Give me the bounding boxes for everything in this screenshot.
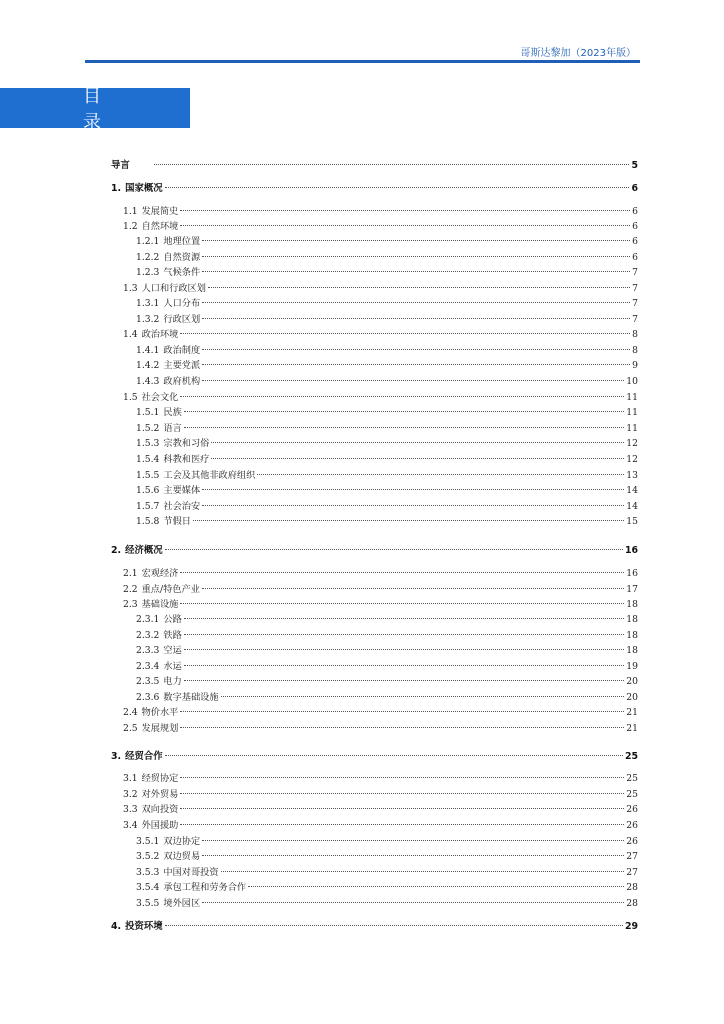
toc-dot-leader	[165, 925, 623, 926]
toc-entry-title: 气候条件	[163, 267, 201, 278]
toc-entry-number: 2.5	[123, 723, 138, 734]
toc-entry-number: 1.3	[123, 283, 138, 294]
toc-entry-page: 11	[626, 423, 638, 434]
toc-entry-title: 政治环境	[141, 329, 179, 340]
toc-entry-number: 3.5.3	[136, 867, 160, 878]
toc-dot-leader	[202, 840, 624, 841]
toc-entry-title: 宏观经济	[141, 568, 179, 579]
toc-entry-title: 双边协定	[163, 836, 201, 847]
toc-entry-page: 7	[632, 314, 638, 325]
toc-entry-title: 宗教和习俗	[163, 438, 210, 449]
toc-entry-number: 1.2.3	[136, 267, 160, 278]
toc-dot-leader	[165, 755, 623, 756]
toc-entry-number: 3.	[111, 751, 122, 762]
toc-entry-number: 1.2	[123, 221, 138, 232]
toc-entry-page: 16	[624, 545, 638, 556]
toc-entry-page: 6	[632, 221, 638, 232]
toc-entry-number: 1.5.7	[136, 501, 160, 512]
toc-entry-page: 11	[626, 392, 638, 403]
toc-entry-page: 26	[626, 804, 638, 815]
toc-entry-page: 27	[626, 867, 638, 878]
toc-dot-leader	[248, 886, 624, 887]
toc-dot-leader	[202, 588, 624, 589]
toc-entry-number: 2.3.4	[136, 661, 160, 672]
toc-entry-title: 主要媒体	[163, 485, 201, 496]
toc-entry[interactable]	[136, 895, 638, 909]
toc-entry-page: 18	[626, 614, 638, 625]
toc-entry-title: 对外贸易	[141, 789, 179, 800]
toc-entry-title: 中国对哥投资	[163, 867, 219, 878]
toc-entry[interactable]	[136, 848, 638, 862]
toc-entry[interactable]	[123, 704, 638, 718]
toc-dot-leader	[180, 210, 630, 211]
toc-entry-page: 27	[626, 851, 638, 862]
toc-entry-number: 1.5.2	[136, 423, 160, 434]
toc-dot-leader	[184, 411, 625, 412]
toc-entry-title: 人口分布	[163, 298, 201, 309]
toc-entry[interactable]	[136, 833, 638, 847]
toc-dot-leader	[221, 696, 625, 697]
toc-entry[interactable]	[136, 611, 638, 625]
toc-dot-leader	[202, 489, 624, 490]
toc-entry[interactable]	[136, 627, 638, 641]
toc-entry-number: 1.5.4	[136, 454, 160, 465]
toc-entry-title: 政治制度	[163, 345, 201, 356]
toc-entry-title: 空运	[163, 645, 182, 656]
toc-entry[interactable]	[123, 720, 638, 734]
toc-entry[interactable]	[123, 770, 638, 784]
toc-entry-number: 3.5.5	[136, 898, 160, 909]
toc-dot-leader	[180, 711, 624, 712]
toc-entry-page: 25	[626, 773, 638, 784]
toc-entry[interactable]	[136, 233, 638, 247]
toc-entry-title: 承包工程和劳务合作	[163, 882, 247, 893]
toc-entry-number: 2.3.3	[136, 645, 160, 656]
toc-dot-leader	[184, 634, 625, 635]
toc-entry[interactable]	[123, 596, 638, 610]
toc-entry-title: 发展规划	[141, 723, 179, 734]
toc-entry-number: 1.5.5	[136, 470, 160, 481]
toc-entry-number: 1.5	[123, 392, 138, 403]
toc-entry-number: 1.3.1	[136, 298, 160, 309]
toc-entry[interactable]	[136, 249, 638, 263]
toc-entry[interactable]	[136, 498, 638, 512]
toc-entry[interactable]	[123, 817, 638, 831]
toc-entry[interactable]	[136, 373, 638, 387]
toc-entry-page: 10	[626, 376, 638, 387]
toc-entry-number: 2.3.2	[136, 630, 160, 641]
toc-entry-title: 地理位置	[163, 236, 201, 247]
toc-entry-number: 2.3.6	[136, 692, 160, 703]
toc-dot-leader	[202, 318, 630, 319]
toc-entry-title: 工会及其他非政府组织	[163, 470, 256, 481]
toc-entry-number: 3.3	[123, 804, 138, 815]
toc-entry[interactable]	[136, 435, 638, 449]
toc-entry-number: 1.5.1	[136, 407, 160, 418]
toc-entry-title: 社会文化	[141, 392, 179, 403]
toc-entry-number: 1.4	[123, 329, 138, 340]
toc-entry-page: 13	[626, 470, 638, 481]
toc-entry-page: 6	[632, 236, 638, 247]
toc-entry-number: 1.4.2	[136, 360, 160, 371]
toc-entry-title: 公路	[163, 614, 182, 625]
toc-entry[interactable]	[123, 326, 638, 340]
toc-entry[interactable]	[123, 389, 638, 403]
toc-entry-number: 3.5.4	[136, 882, 160, 893]
toc-dot-leader	[180, 603, 624, 604]
toc-entry-page: 20	[626, 676, 638, 687]
toc-entry-number: 3.5.1	[136, 836, 160, 847]
toc-entry-number: 1.2.1	[136, 236, 160, 247]
toc-entry[interactable]	[123, 801, 638, 815]
toc-dot-leader	[184, 680, 625, 681]
toc-entry-page: 7	[632, 298, 638, 309]
toc-heading: 目 录	[83, 86, 123, 133]
toc-dot-leader	[202, 505, 624, 506]
toc-entry-number: 2.	[111, 545, 122, 556]
toc-entry-title: 科教和医疗	[163, 454, 210, 465]
toc-dot-leader	[202, 902, 624, 903]
toc-entry-page: 25	[626, 789, 638, 800]
toc-dot-leader	[211, 442, 624, 443]
toc-entry-title: 经济概况	[125, 545, 163, 556]
toc-dot-leader	[211, 458, 624, 459]
toc-entry-number: 2.1	[123, 568, 138, 579]
toc-dot-leader	[202, 855, 624, 856]
toc-entry-number: 2.4	[123, 707, 138, 718]
toc-entry-title: 投资环境	[125, 921, 163, 932]
toc-entry-title: 发展简史	[141, 206, 179, 217]
toc-entry[interactable]	[136, 264, 638, 278]
toc-entry-page: 11	[626, 407, 638, 418]
toc-entry-title: 电力	[163, 676, 182, 687]
toc-dot-leader	[202, 302, 630, 303]
toc-dot-leader	[202, 240, 630, 241]
toc-entry-title: 社会治安	[163, 501, 201, 512]
toc-dot-leader	[165, 549, 623, 550]
toc-dot-leader	[208, 287, 630, 288]
toc-dot-leader	[180, 572, 624, 573]
toc-entry-page: 9	[632, 360, 638, 371]
toc-entry-title: 节假日	[163, 516, 191, 527]
toc-dot-leader	[180, 396, 624, 397]
toc-entry-title: 国家概况	[125, 183, 163, 194]
toc-entry-number: 2.3.5	[136, 676, 160, 687]
toc-entry-number: 1.1	[123, 206, 138, 217]
toc-entry-page: 18	[626, 645, 638, 656]
toc-entry-title: 境外园区	[163, 898, 201, 909]
toc-dot-leader	[202, 271, 630, 272]
toc-entry[interactable]	[123, 203, 638, 217]
toc-entry-number: 3.5.2	[136, 851, 160, 862]
toc-entry-title: 水运	[163, 661, 182, 672]
toc-entry[interactable]	[136, 295, 638, 309]
toc-entry-page: 16	[626, 568, 638, 579]
toc-dot-leader	[180, 793, 624, 794]
toc-entry-number: 1.5.6	[136, 485, 160, 496]
toc-entry-page: 21	[626, 707, 638, 718]
toc-entry[interactable]	[136, 420, 638, 434]
toc-entry-page: 14	[626, 485, 638, 496]
toc-entry-page: 5	[631, 160, 638, 171]
toc-entry[interactable]	[123, 565, 638, 579]
toc-entry-title: 经贸合作	[125, 751, 163, 762]
toc-dot-leader	[180, 333, 630, 334]
toc-entry-title: 自然环境	[141, 221, 179, 232]
toc-entry[interactable]	[136, 404, 638, 418]
toc-entry[interactable]	[136, 642, 638, 656]
toc-entry-title: 重点/特色产业	[141, 584, 200, 595]
toc-entry[interactable]	[136, 467, 638, 481]
running-header-title: 哥斯达黎加（2023年版）	[520, 48, 636, 59]
toc-dot-leader	[202, 380, 624, 381]
toc-entry[interactable]	[123, 280, 638, 294]
toc-entry-title: 政府机构	[163, 376, 201, 387]
toc-entry[interactable]	[111, 157, 638, 171]
toc-entry-number: 1.5.3	[136, 438, 160, 449]
toc-entry-title: 数字基础设施	[163, 692, 219, 703]
toc-entry-number: 1.3.2	[136, 314, 160, 325]
toc-entry-title: 自然资源	[163, 252, 201, 263]
toc-dot-leader	[165, 187, 630, 188]
toc-entry-title: 民族	[163, 407, 182, 418]
toc-entry-number: 1.5.8	[136, 516, 160, 527]
toc-entry-number: 3.1	[123, 773, 138, 784]
toc-entry-page: 12	[626, 454, 638, 465]
toc-entry[interactable]	[111, 748, 638, 762]
toc-entry-title: 语言	[163, 423, 182, 434]
toc-entry-number: 1.2.2	[136, 252, 160, 263]
toc-entry-page: 6	[631, 183, 638, 194]
toc-entry-number: 1.4.3	[136, 376, 160, 387]
toc-entry-page: 17	[626, 584, 638, 595]
toc-entry-number: 1.	[111, 183, 122, 194]
toc-entry[interactable]	[136, 879, 638, 893]
toc-entry-page: 8	[632, 345, 638, 356]
toc-entry[interactable]	[136, 451, 638, 465]
toc-entry-title: 双向投资	[141, 804, 179, 815]
toc-entry-title: 人口和行政区划	[141, 283, 206, 294]
toc-entry-number: 2.3.1	[136, 614, 160, 625]
toc-entry-page: 6	[632, 252, 638, 263]
toc-entry-page: 21	[626, 723, 638, 734]
toc-dot-leader	[180, 727, 624, 728]
toc-entry[interactable]	[111, 542, 638, 556]
toc-entry[interactable]	[136, 689, 638, 703]
toc-entry-number: 3.2	[123, 789, 138, 800]
toc-entry-title: 基础设施	[141, 599, 179, 610]
toc-entry[interactable]	[136, 864, 638, 878]
toc-entry-number: 4.	[111, 921, 122, 932]
toc-dot-leader	[180, 824, 624, 825]
toc-entry-page: 7	[632, 267, 638, 278]
toc-entry-number: 2.2	[123, 584, 138, 595]
toc-entry[interactable]	[136, 342, 638, 356]
toc-entry-page: 26	[626, 836, 638, 847]
toc-entry-title: 主要党派	[163, 360, 201, 371]
toc-dot-leader	[202, 256, 630, 257]
toc-entry-page: 20	[626, 692, 638, 703]
toc-entry-page: 18	[626, 630, 638, 641]
toc-entry-title: 双边贸易	[163, 851, 201, 862]
toc-entry-page: 8	[632, 329, 638, 340]
toc-entry-title: 物价水平	[141, 707, 179, 718]
toc-entry-number: 1.4.1	[136, 345, 160, 356]
toc-entry-title: 外国援助	[141, 820, 179, 831]
toc-entry-page: 12	[626, 438, 638, 449]
toc-dot-leader	[180, 777, 624, 778]
toc-dot-leader	[184, 665, 625, 666]
toc-entry-number: 3.4	[123, 820, 138, 831]
toc-dot-leader	[202, 349, 630, 350]
toc-entry[interactable]	[123, 786, 638, 800]
toc-entry[interactable]	[136, 482, 638, 496]
toc-entry[interactable]	[136, 513, 638, 527]
toc-entry[interactable]	[136, 311, 638, 325]
toc-dot-leader	[154, 164, 630, 165]
toc-entry-page: 25	[624, 751, 638, 762]
toc-dot-leader	[184, 649, 625, 650]
toc-entry-page: 19	[626, 661, 638, 672]
toc-entry-page: 6	[632, 206, 638, 217]
toc-dot-leader	[180, 225, 630, 226]
toc-entry-page: 28	[626, 882, 638, 893]
toc-entry[interactable]	[111, 180, 638, 194]
toc-entry[interactable]	[136, 673, 638, 687]
toc-entry-title: 导言	[111, 160, 130, 171]
toc-entry-title: 行政区划	[163, 314, 201, 325]
toc-dot-leader	[202, 364, 630, 365]
toc-entry-title: 铁路	[163, 630, 182, 641]
toc-entry[interactable]	[111, 918, 638, 932]
toc-entry-page: 15	[626, 516, 638, 527]
toc-entry-page: 18	[626, 599, 638, 610]
toc-entry[interactable]	[136, 357, 638, 371]
toc-entry-page: 29	[624, 921, 638, 932]
toc-entry-page: 14	[626, 501, 638, 512]
toc-dot-leader	[193, 520, 624, 521]
toc-entry[interactable]	[123, 581, 638, 595]
toc-entry-page: 26	[626, 820, 638, 831]
toc-dot-leader	[184, 618, 625, 619]
toc-dot-leader	[221, 871, 625, 872]
toc-entry[interactable]	[123, 218, 638, 232]
toc-entry[interactable]	[136, 658, 638, 672]
toc-dot-leader	[180, 808, 624, 809]
toc-entry-page: 28	[626, 898, 638, 909]
toc-entry-number: 2.3	[123, 599, 138, 610]
toc-dot-leader	[257, 474, 624, 475]
toc-entry-page: 7	[632, 283, 638, 294]
toc-dot-leader	[184, 427, 625, 428]
toc-entry-title: 经贸协定	[141, 773, 179, 784]
